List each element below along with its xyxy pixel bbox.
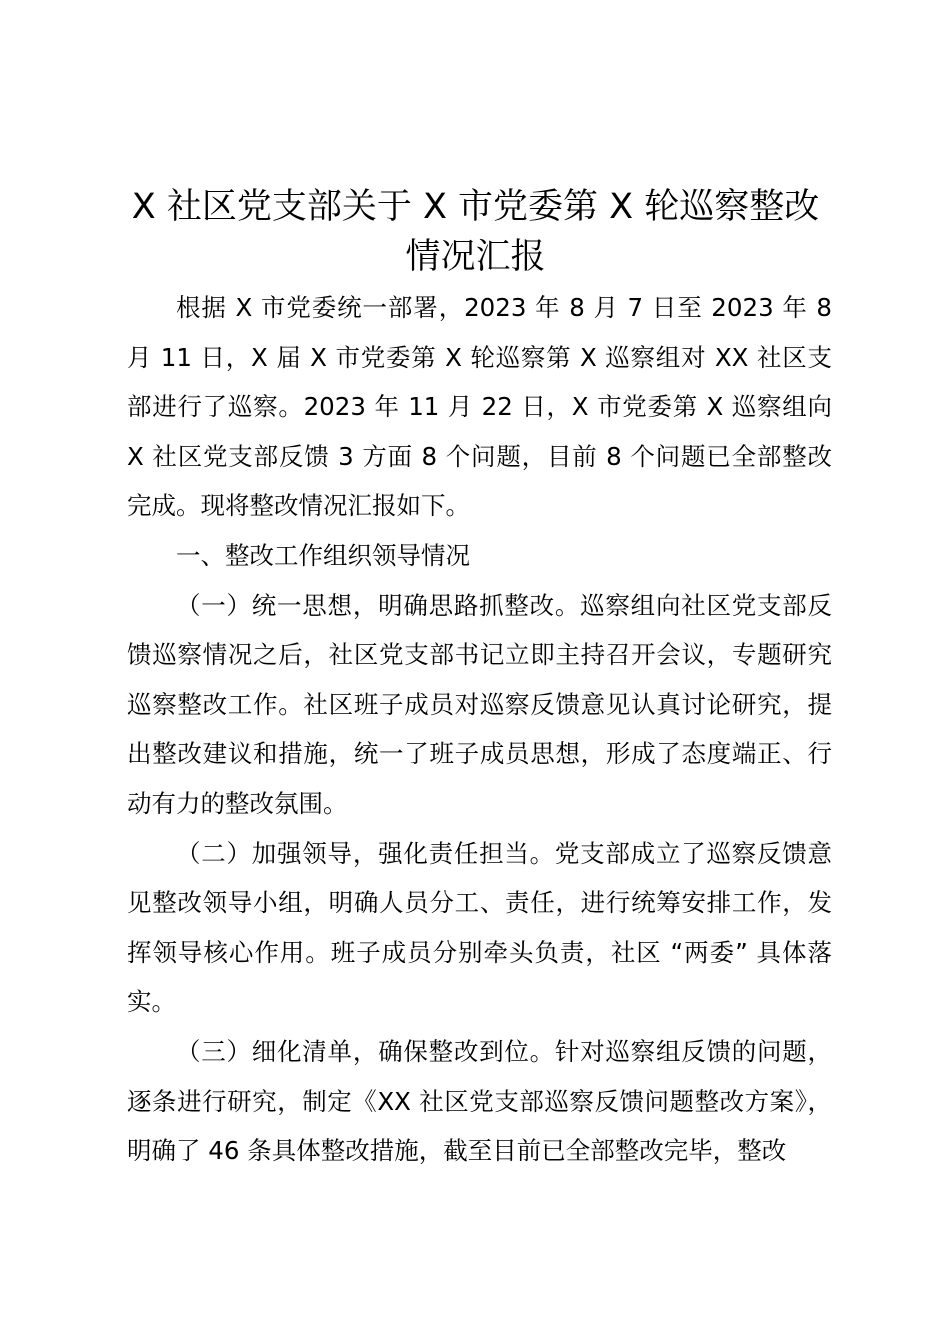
section-heading: 一、整改工作组织领导情况 xyxy=(176,540,470,570)
document-title: X 社区党支部关于 X 市党委第 X 轮巡察整改情况汇报 xyxy=(131,187,820,277)
intro-paragraph: 根据 X 市党委统一部署，2023 年 8 月 7 日至 2023 年 8 月 11 日，X 届 X 市党委第 X 轮巡察第 X 巡察组对 XX 社区支部进行了巡察。2023 年 11 月 22 日，X 市党委第 X 巡察组向 X 社区党支部反馈 3 方面 8 个问题，目前 8 个问题已全部整改完成。现将整改情况汇报如下。 xyxy=(127,293,832,521)
document-body xyxy=(127,283,832,1176)
item-paragraph-3: （三）细化清单，确保整改到位。针对巡察组反馈的问题，逐条进行研究，制定《XX 社区党支部巡察反馈问题整改方案》，明确了 46 条具体整改措施，截至目前已全部整改完毕，整改 xyxy=(127,1036,832,1166)
item-paragraph-2: （二）加强领导，强化责任担当。党支部成立了巡察反馈意见整改领导小组，明确人员分工、责任，进行统筹安排工作，发挥领导核心作用。班子成员分别牵头负责，社区 “两委” 具体落实。 xyxy=(127,838,832,1017)
item-paragraph-1: （一）统一思想，明确思路抓整改。巡察组向社区党支部反馈巡察情况之后，社区党支部书记立即主持召开会议，专题研究巡察整改工作。社区班子成员对巡察反馈意见认真讨论研究，提出整改建议和措施，统一了班子成员思想，形成了态度端正、行动有力的整改氛围。 xyxy=(127,590,832,818)
